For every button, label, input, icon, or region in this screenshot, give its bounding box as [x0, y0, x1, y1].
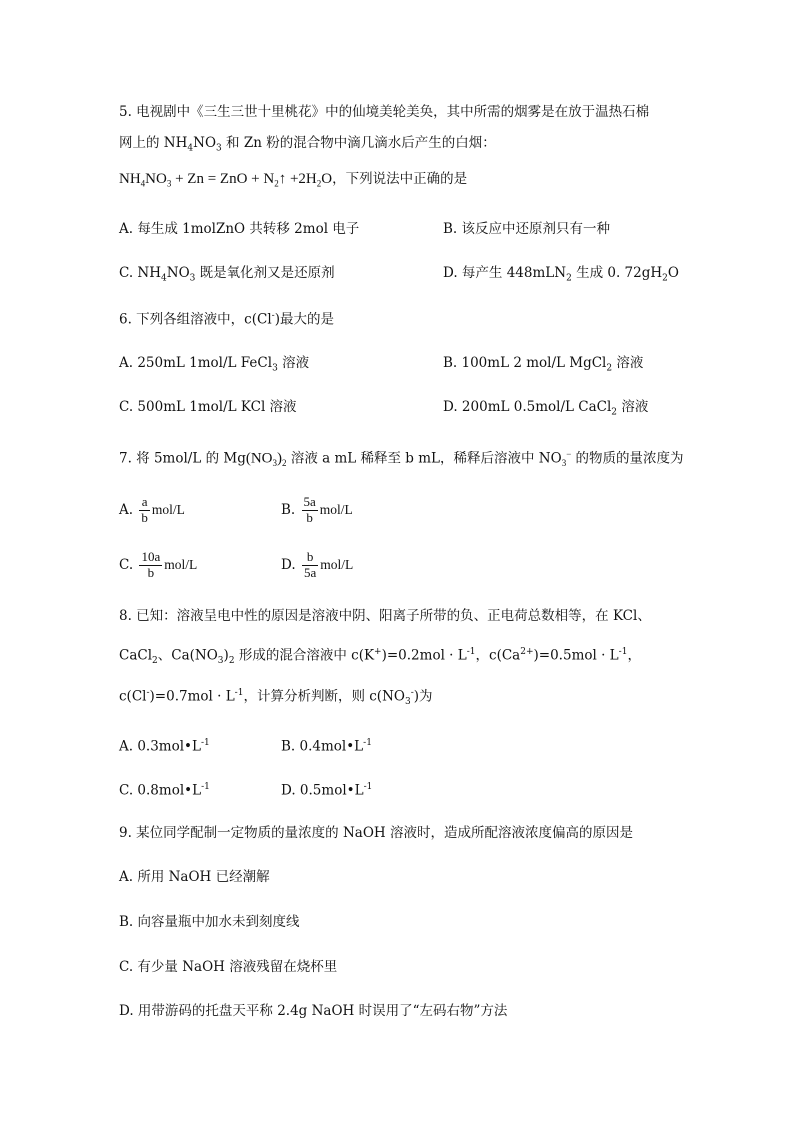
fraction-numerator: b	[302, 550, 318, 566]
opt-sup: -1	[363, 782, 373, 792]
opt-text: NO	[166, 265, 190, 281]
q7-sub: 3	[272, 458, 278, 469]
q7-sub: 2	[282, 458, 287, 469]
opt-text: A. 250mL 1mol/L FeCl	[119, 355, 273, 371]
q5-text: 和 Zn 粉的混合物中滴几滴水后产生的白烟：	[221, 135, 496, 151]
q8-sup: -	[410, 688, 414, 698]
q7-text: 的物质的量浓度为	[571, 450, 684, 467]
opt-sup: -1	[200, 738, 210, 748]
q5-stem-line2	[119, 137, 496, 154]
eq-text: NH	[119, 171, 141, 187]
q8-option-a	[119, 739, 210, 754]
opt-text: A. 0.3mol•L	[119, 738, 201, 755]
q9-option-c: C. 有少量 NaOH 溶液残留在烧杯里	[119, 959, 338, 975]
opt-text: 溶液	[277, 355, 310, 371]
q6-text: 6. 下列各组溶液中，c(Cl	[119, 311, 272, 328]
q5-option-a: A. 每生成 1molZnO 共转移 2mol 电子	[119, 221, 360, 237]
opt-sup: -1	[363, 738, 372, 748]
q8-sup: -1	[618, 647, 628, 657]
opt-sub: 2	[606, 363, 613, 374]
opt-text: B. 100mL 2 mol/L MgCl	[443, 355, 607, 371]
q8-sup: -1	[234, 688, 244, 698]
q5-text: NO	[193, 135, 217, 151]
opt-text: C. NH	[119, 265, 162, 281]
q9-option-d: D. 用带游码的托盘天平称 2.4g NaOH 时误用了“左码右物”方法	[119, 1003, 508, 1019]
fraction	[139, 550, 162, 581]
opt-label: D.	[281, 556, 296, 573]
q7-formula: (NO	[245, 450, 273, 467]
q8-text: 形成的混合溶液中 c(K	[234, 647, 375, 664]
opt-unit: mol/L	[319, 501, 353, 517]
q7-option-b	[281, 495, 353, 526]
q6-option-c: C. 500mL 1mol/L KCl 溶液	[119, 399, 297, 415]
opt-sub: 2	[611, 407, 618, 418]
q8-text: )=0.7mol · L	[149, 688, 235, 705]
opt-sub: 2	[566, 273, 572, 284]
eq-text: + Zn = ZnO + N	[171, 171, 275, 187]
q6-option-a	[119, 357, 309, 374]
q8-text: 、Ca(NO	[157, 647, 218, 664]
q6-option-b	[443, 357, 643, 374]
q8-sup: -1	[466, 647, 476, 657]
eq-text: NO	[145, 171, 167, 187]
q8-text: )=0.5mol · L	[533, 647, 619, 664]
q8-text: ，计算分析判断，则 c(NO	[243, 688, 405, 705]
q6-option-d	[443, 401, 648, 418]
q5-equation	[119, 172, 467, 189]
opt-sub: 4	[161, 273, 167, 284]
q5-sub: 3	[216, 143, 222, 154]
eq-text: ↑ +2H	[278, 171, 317, 187]
fraction-denominator: b	[141, 509, 148, 525]
opt-text: 既是氧化剂又是还原剂	[195, 265, 335, 281]
fraction-numerator: 5a	[303, 494, 316, 509]
q8-text: )	[223, 647, 229, 664]
q9-stem: 9. 某位同学配制一定物质的量浓度的 NaOH 溶液时，造成所配溶液浓度偏高的原因是	[119, 825, 633, 841]
q6-sup: -	[271, 311, 275, 321]
fraction-denominator: b	[306, 509, 313, 525]
eq-sub: 2	[316, 178, 322, 189]
q8-text: )为	[413, 688, 433, 705]
opt-label: C.	[119, 556, 134, 573]
q5-text: 网上的 NH	[119, 135, 188, 151]
opt-label: A.	[119, 501, 134, 518]
eq-sub: 3	[166, 178, 172, 189]
q8-option-c	[119, 783, 210, 798]
opt-unit: mol/L	[151, 501, 185, 517]
q8-option-b	[281, 739, 372, 754]
q9-option-b: B. 向容量瓶中加水未到刻度线	[119, 914, 300, 930]
q5-sub: 4	[187, 143, 194, 154]
opt-text: D. 200mL 0.5mol/L CaCl	[443, 399, 612, 415]
opt-sub: 2	[662, 273, 668, 284]
q8-sub: 2	[228, 656, 235, 667]
q8-sub: 2	[152, 656, 158, 667]
fraction-numerator: 10a	[141, 549, 161, 564]
opt-text: B. 0.4mol•L	[281, 738, 364, 755]
q7-text: 溶液 a mL 稀释至 b mL，稀释后溶液中 NO	[286, 450, 562, 467]
opt-text: O	[667, 265, 679, 281]
q8-sub: 3	[217, 656, 224, 667]
opt-text: D. 每产生 448mLN	[443, 265, 567, 281]
q7-sup: −	[566, 449, 572, 459]
q6-stem	[119, 312, 334, 327]
fraction-numerator: a	[139, 495, 150, 511]
opt-unit: mol/L	[320, 556, 354, 572]
eq-sub: 4	[140, 178, 146, 189]
q8-option-d	[281, 783, 372, 798]
q8-text: c(Cl	[119, 688, 147, 705]
q8-sub: 3	[404, 697, 411, 708]
q7-formula: )	[277, 450, 283, 467]
q6-text: )最大的是	[274, 311, 334, 328]
q8-stem-line2	[119, 648, 641, 666]
q5-stem-line1: 5. 电视剧中《三生三世十里桃花》中的仙境美轮美奂，其中所需的烟雾是在放于温热石棉	[119, 104, 650, 120]
opt-unit: mol/L	[164, 556, 198, 572]
q7-option-a	[119, 495, 185, 526]
q8-stem-line1: 8. 已知：溶液呈电中性的原因是溶液中阴、阳离子所带的负、正电荷总数相等，在 KCl、	[119, 608, 651, 624]
q7-stem	[119, 450, 684, 468]
opt-text: 溶液	[617, 399, 649, 415]
opt-text: 生成 0. 72gH	[571, 265, 663, 281]
fraction	[302, 550, 318, 581]
opt-sub: 3	[189, 273, 196, 284]
opt-sub: 3	[272, 363, 278, 374]
eq-sub: 2	[274, 178, 279, 189]
opt-text: C. 0.8mol•L	[119, 782, 202, 799]
fraction-denominator: b	[147, 564, 155, 580]
fraction	[302, 495, 318, 526]
eq-text: O	[321, 171, 333, 187]
q5-option-b: B. 该反应中还原剂只有一种	[443, 221, 611, 237]
q7-sub: 3	[561, 458, 567, 469]
q8-stem-line3	[119, 689, 433, 707]
fraction	[139, 495, 150, 526]
fraction-denominator: 5a	[303, 564, 317, 580]
q8-sup: +	[374, 647, 382, 657]
opt-text: D. 0.5mol•L	[281, 782, 364, 799]
q5-option-d	[443, 267, 679, 284]
q7-option-c	[119, 550, 197, 581]
q7-option-d	[281, 550, 353, 581]
q8-sup: 2+	[520, 647, 534, 657]
opt-label: B.	[281, 501, 296, 518]
opt-text: 溶液	[612, 355, 644, 371]
q8-text: ，	[627, 647, 641, 664]
q8-text: CaCl	[119, 647, 153, 664]
q8-text: )=0.2mol · L	[381, 647, 467, 664]
q8-text: ，c(Ca	[475, 647, 521, 664]
q7-text: 7. 将 5mol/L 的 Mg	[119, 450, 246, 467]
q8-sup: -	[146, 688, 150, 698]
opt-sup: -1	[201, 782, 210, 792]
q5-eq-tail: ，下列说法中正确的是	[332, 171, 468, 187]
q9-option-a: A. 所用 NaOH 已经潮解	[119, 869, 270, 885]
q5-option-c	[119, 267, 335, 284]
